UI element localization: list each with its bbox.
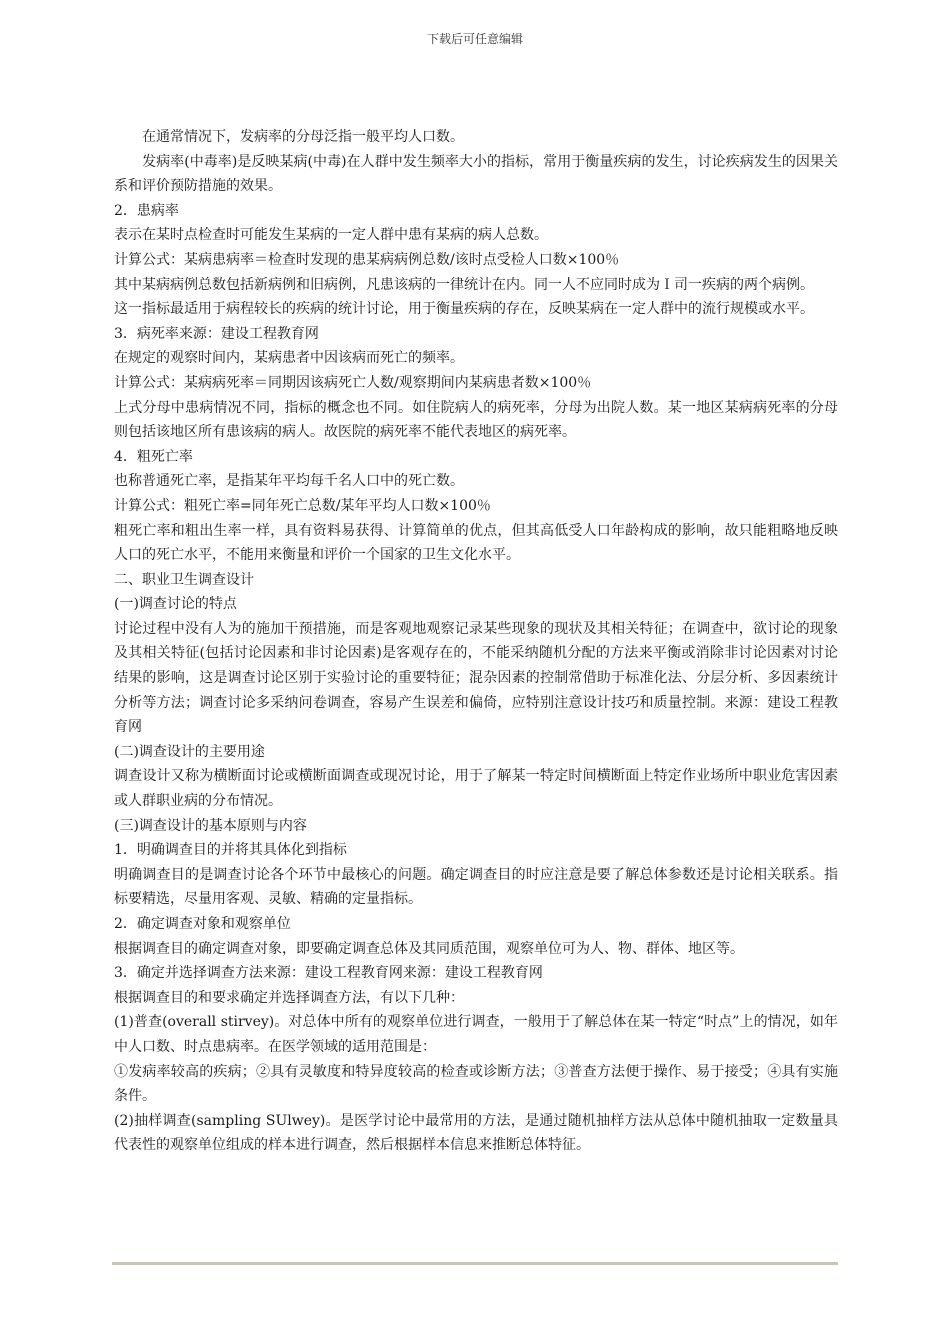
footer-divider [112,1262,838,1265]
section-heading: 4．粗死亡率 [114,448,193,465]
paragraph: 也称普通死亡率，是指某年平均每千名人口中的死亡数。 [114,473,464,490]
document-body [114,125,838,1158]
section-heading: 3．确定并选择调查方法来源：建设工程教育网来源：建设工程教育网 [114,965,543,982]
subsection-heading: (二)调查设计的主要用途 [114,743,265,760]
section-heading: 1．明确调查目的并将其具体化到指标 [114,842,347,859]
paragraph: 在通常情况下，发病率的分母泛指一般平均人口数。 [114,129,464,145]
page-header: 下载后可任意编辑 [426,32,523,46]
paragraph: 表示在某时点检查时可能发生某病的一定人群中患有某病的病人总数。 [114,227,548,244]
subsection-heading: (一)调查讨论的特点 [114,596,237,613]
paragraph: 在规定的观察时间内，某病患者中因该病而死亡的频率。 [114,350,464,367]
formula: 计算公式：某病病死率＝同期因该病死亡人数/观察期间内某病患者数×100％ [114,374,592,391]
section-heading: 二、职业卫生调查设计 [114,571,254,588]
paragraph: 根据调查目的确定调查对象，即要确定调查总体及其同质范围，观察单位可为人、物、群体、地区等。 [114,940,744,957]
section-heading: 3．病死率来源：建设工程教育网 [114,325,319,342]
paragraph: (2)抽样调查(sampling SUlwey)。是医学讨论中最常用的方法，是通过随机抽样方法从总体中随机抽取一定数量具代表性的观察单位组成的样本进行调查，然后根据样本信息来推断总体特征。 [114,1112,838,1154]
paragraph: 这一指标最适用于病程较长的疾病的统计讨论，用于衡量疾病的存在，反映某病在一定人群中的流行规模或水平。 [114,301,814,318]
paragraph: 上式分母中患病情况不同，指标的概念也不同。如住院病人的病死率，分母为出院人数。某一地区某病病死率的分母则包括该地区所有患该病的病人。故医院的病死率不能代表地区的病死率。 [114,399,838,441]
formula: 计算公式：某病患病率＝检查时发现的患某病病例总数/该时点受检人口数×100％ [114,251,620,268]
formula: 计算公式：粗死亡率=同年死亡总数/某年平均人口数×100％ [114,497,491,514]
paragraph: (1)普查(overall stirvey)。对总体中所有的观察单位进行调查，一般用于了解总体在某一特定“时点”上的情况，如年中人口数、时点患病率。在医学领域的适用范围是： [114,1014,838,1055]
paragraph: ①发病率较高的疾病；②具有灵敏度和特异度较高的检查或诊断方法；③普查方法便于操作、易于接受；④具有实施条件。 [114,1063,838,1105]
paragraph: 根据调查目的和要求确定并选择调查方法，有以下几种： [114,989,464,1006]
paragraph: 调查设计又称为横断面讨论或横断面调查或现况讨论，用于了解某一特定时间横断面上特定作业场所中职业危害因素或人群职业病的分布情况。 [114,768,838,810]
section-heading: 2．患病率 [114,202,179,219]
paragraph: 粗死亡率和粗出生率一样，具有资料易获得、计算简单的优点，但其高低受人口年龄构成的影响，故只能粗略地反映人口的死亡水平，不能用来衡量和评价一个国家的卫生文化水平。 [114,522,838,564]
paragraph: 明确调查目的是调查讨论各个环节中最核心的问题。确定调查目的时应注意是要了解总体参数还是讨论相关联系。指标要精选，尽量用客观、灵敏、精确的定量指标。 [114,866,838,908]
paragraph: 其中某病病例总数包括新病例和旧病例，凡患该病的一律统计在内。同一人不应同时成为Ｉ司一疾病的两个病例。 [114,276,814,293]
section-heading: 2．确定调查对象和观察单位 [114,916,291,932]
paragraph: 发病率(中毒率)是反映某病(中毒)在人群中发生频率大小的指标，常用于衡量疾病的发生，讨论疾病发生的因果关系和评价预防措施的效果。 [114,153,838,195]
subsection-heading: (三)调查设计的基本原则与内容 [114,817,307,834]
paragraph: 讨论过程中没有人为的施加干预措施，而是客观地观察记录某些现象的现状及其相关特征；在调查中，欲讨论的现象及其相关特征(包括讨论因素和非讨论因素)是客观存在的，不能采纳随机分配的方法来平衡或消除非讨论因素对讨论结果的影响，这是调查讨论区别于实验讨论的重要特征；混杂因素的控制常借助于标准化法、分层分析、多因素统计分析等方法；调查讨论多采纳问卷调查，容易产生误差和偏倚，应特别注意设计技巧和质量控制。来源：建设工程教育网 [114,620,838,736]
